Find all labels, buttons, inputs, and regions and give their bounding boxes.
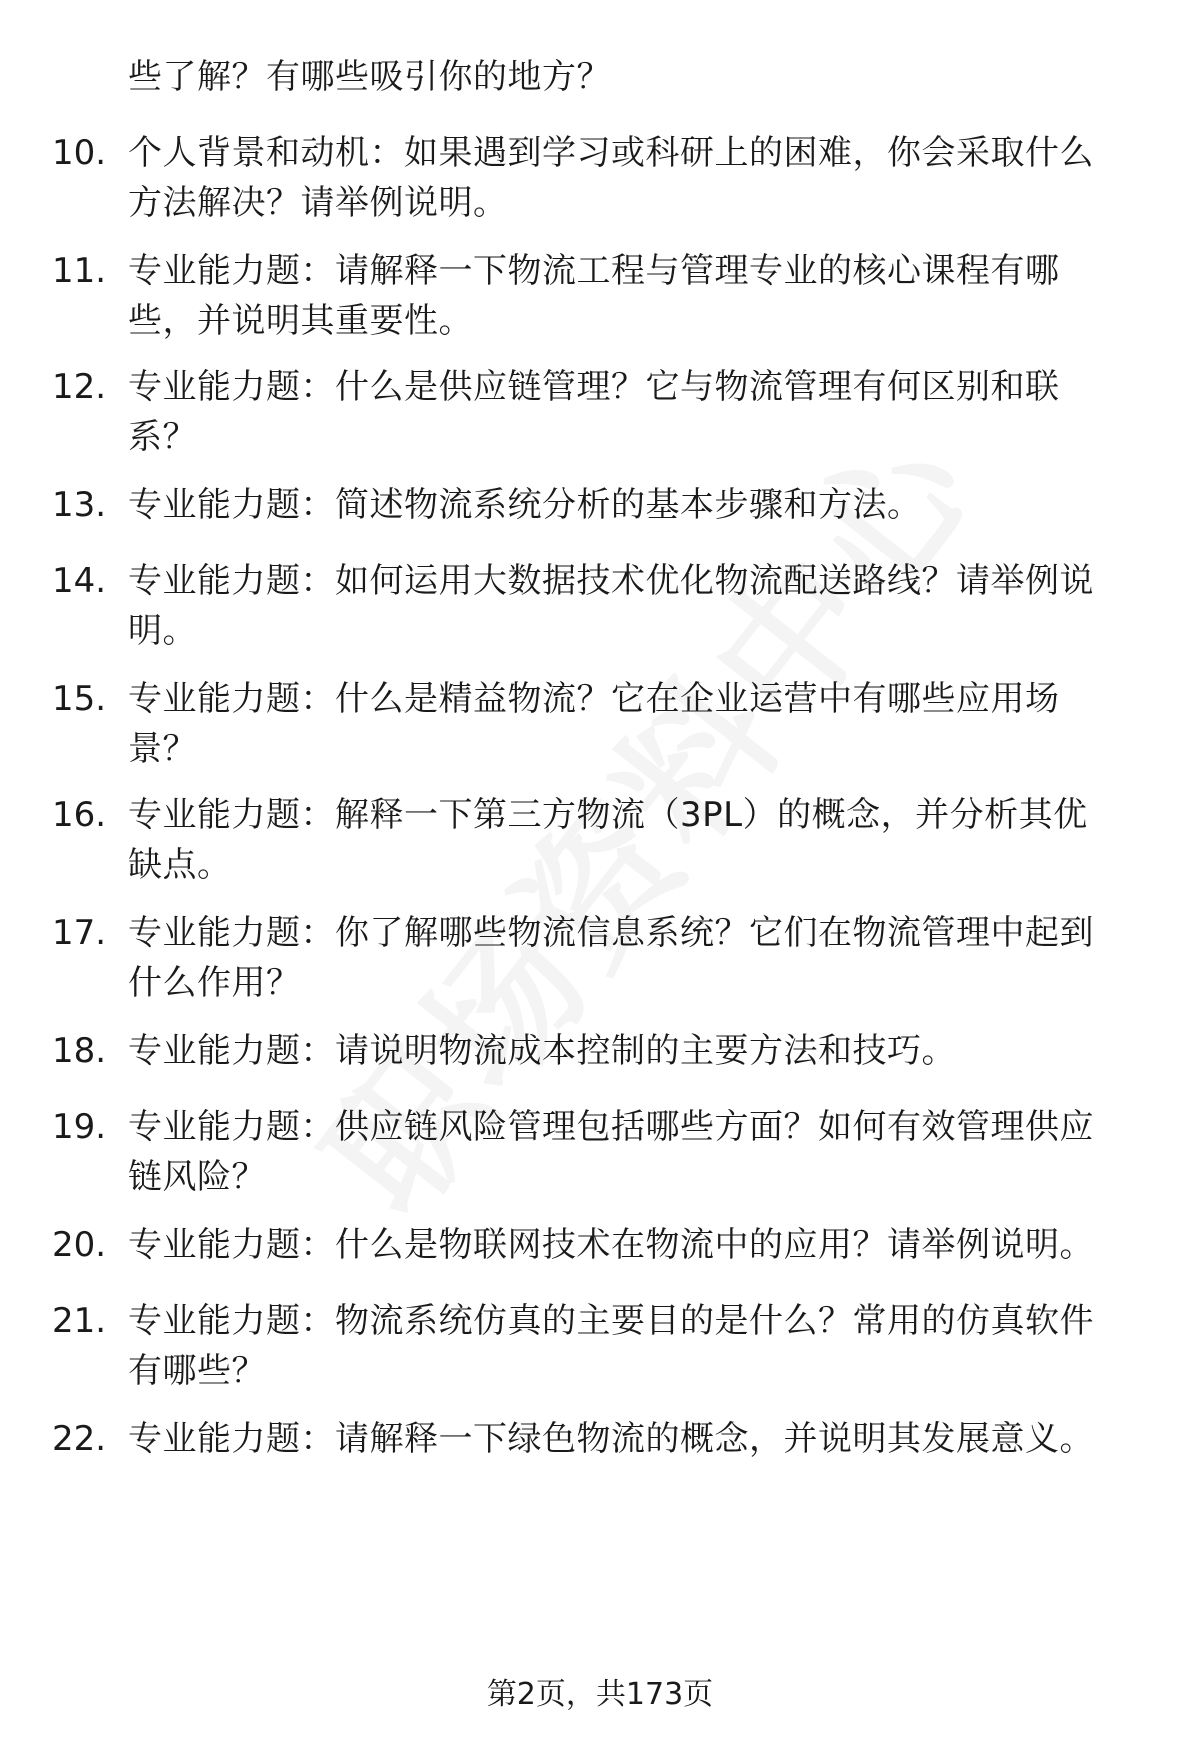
item-text: 专业能力题：请解释一下物流工程与管理专业的核心课程有哪 些，并说明其重要性。 (128, 251, 1060, 341)
item-number: 21. (52, 1301, 107, 1341)
item-number: 20. (52, 1225, 107, 1265)
item-number: 17. (52, 913, 107, 953)
item-text: 专业能力题：如何运用大数据技术优化物流配送路线？请举例说 明。 (128, 561, 1094, 651)
item-number: 11. (52, 251, 107, 291)
item-text: 专业能力题：请解释一下绿色物流的概念，并说明其发展意义。 (128, 1419, 1094, 1459)
item-text: 些了解？有哪些吸引你的地方？ (128, 57, 611, 97)
item-text: 专业能力题：什么是物联网技术在物流中的应用？请举例说明。 (128, 1225, 1094, 1265)
item-number: 16. (52, 795, 107, 835)
item-text: 专业能力题：请说明物流成本控制的主要方法和技巧。 (128, 1031, 956, 1071)
item-text: 专业能力题：物流系统仿真的主要目的是什么？常用的仿真软件 有哪些？ (128, 1301, 1094, 1391)
item-number: 22. (52, 1419, 107, 1459)
item-text: 专业能力题：简述物流系统分析的基本步骤和方法。 (128, 485, 922, 525)
page-footer: 第2页，共173页 (486, 1677, 714, 1712)
item-text: 专业能力题：什么是供应链管理？它与物流管理有何区别和联 系？ (128, 367, 1060, 457)
item-number: 14. (52, 561, 107, 601)
item-text: 个人背景和动机：如果遇到学习或科研上的困难，你会采取什么 方法解决？请举例说明。 (128, 133, 1094, 223)
item-text: 专业能力题：解释一下第三方物流（3PL）的概念，并分析其优 缺点。 (128, 795, 1088, 885)
item-text: 专业能力题：什么是精益物流？它在企业运营中有哪些应用场 景？ (128, 679, 1060, 769)
item-number: 10. (52, 133, 107, 173)
item-number: 19. (52, 1107, 107, 1147)
item-number: 13. (52, 485, 107, 525)
item-number: 12. (52, 367, 107, 407)
item-number: 18. (52, 1031, 107, 1071)
item-text: 专业能力题：你了解哪些物流信息系统？它们在物流管理中起到 什么作用？ (128, 913, 1094, 1003)
item-number: 15. (52, 679, 107, 719)
item-text: 专业能力题：供应链风险管理包括哪些方面？如何有效管理供应 链风险？ (128, 1107, 1094, 1197)
